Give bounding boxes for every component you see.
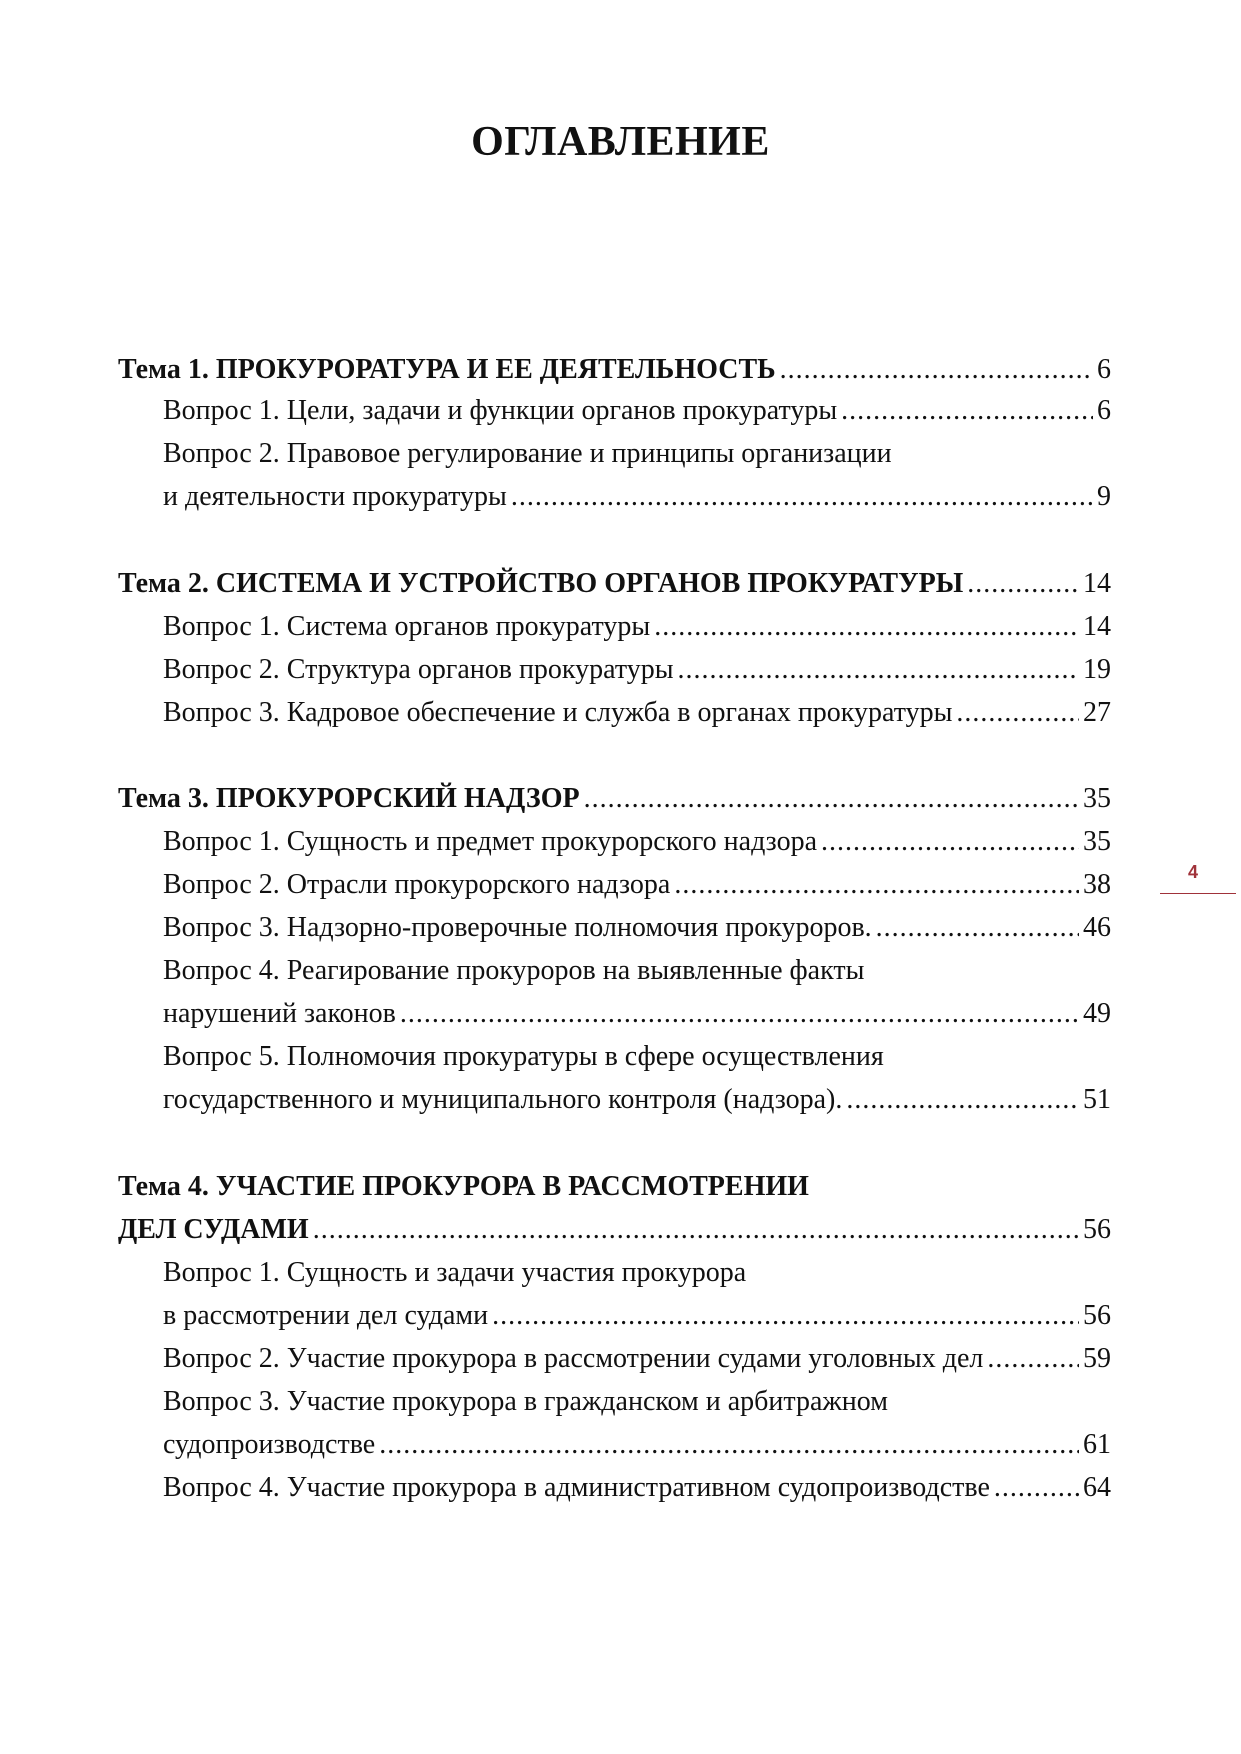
toc-entry-page: 59 <box>1083 1343 1111 1374</box>
dot-leader <box>780 352 1093 388</box>
toc-entry-text: Вопрос 1. Сущность и предмет прокурорского надзора <box>163 826 818 857</box>
toc-question-2-2[interactable] <box>163 652 1111 688</box>
toc-entry-text: Тема 3. ПРОКУРОРСКИЙ НАДЗОР <box>118 783 580 814</box>
toc-question-4-4[interactable] <box>163 1470 1111 1506</box>
toc-entry-text: Вопрос 2. Правовое регулирование и принципы организации <box>163 438 892 469</box>
toc-entry-page: 19 <box>1083 654 1111 685</box>
toc-question-3-5-cont[interactable] <box>163 1082 1111 1118</box>
toc-entry-text: Вопрос 1. Цели, задачи и функции органов прокуратуры <box>163 395 838 426</box>
page-title: ОГЛАВЛЕНИЕ <box>471 119 770 165</box>
toc-entry-page: 27 <box>1083 697 1111 728</box>
toc-entry-text: нарушений законов <box>163 998 396 1029</box>
toc-question-3-1[interactable] <box>163 824 1111 860</box>
toc-entry-page: 64 <box>1083 1472 1111 1503</box>
toc-question-3-2[interactable] <box>163 867 1111 903</box>
toc-question-3-3[interactable] <box>163 910 1111 946</box>
toc-question-3-4[interactable] <box>163 953 1111 989</box>
toc-topic-2[interactable] <box>118 566 1111 602</box>
toc-question-3-5[interactable] <box>163 1039 1111 1075</box>
toc-entry-text: ДЕЛ СУДАМИ <box>118 1214 309 1245</box>
toc-entry-text: государственного и муниципального контроля (надзора). <box>163 1084 843 1115</box>
toc-entry-page: 6 <box>1097 354 1111 385</box>
toc-entry-page: 51 <box>1083 1084 1111 1115</box>
toc-entry-text: Вопрос 5. Полномочия прокуратуры в сфере осуществления <box>163 1041 884 1072</box>
toc-entry-text: и деятельности прокуратуры <box>163 481 507 512</box>
dot-leader <box>584 781 1079 817</box>
dot-leader <box>511 479 1093 515</box>
toc-topic-3[interactable] <box>118 781 1111 817</box>
toc-question-4-2[interactable] <box>163 1341 1111 1377</box>
toc-entry-text: Вопрос 1. Сущность и задачи участия прокурора <box>163 1257 747 1288</box>
dot-leader <box>821 824 1079 860</box>
toc-entry-page: 35 <box>1083 826 1111 857</box>
toc-topic-4-cont[interactable] <box>118 1212 1111 1248</box>
toc-entry-page: 56 <box>1083 1300 1111 1331</box>
toc-entry-page: 38 <box>1083 869 1111 900</box>
toc-entry-text: Вопрос 1. Система органов прокуратуры <box>163 611 651 642</box>
toc-question-2-3[interactable] <box>163 695 1111 731</box>
toc-question-4-3[interactable] <box>163 1384 1111 1420</box>
dot-leader <box>876 910 1079 946</box>
toc-entry-text: Вопрос 3. Кадровое обеспечение и служба в органах прокуратуры <box>163 697 953 728</box>
toc-entry-text: Вопрос 4. Участие прокурора в административном судопроизводстве <box>163 1472 990 1503</box>
dot-leader <box>400 996 1079 1032</box>
toc-entry-page: 35 <box>1083 783 1111 814</box>
toc-question-4-1[interactable] <box>163 1255 1111 1291</box>
toc-entry-text: Вопрос 2. Участие прокурора в рассмотрении судами уголовных дел <box>163 1343 984 1374</box>
dot-leader <box>967 566 1079 602</box>
toc-topic-1[interactable] <box>118 352 1111 388</box>
toc-question-4-1-cont[interactable] <box>163 1298 1111 1334</box>
toc-entry-page: 14 <box>1083 568 1111 599</box>
toc-question-1-2[interactable] <box>163 436 1111 472</box>
toc-question-2-1[interactable] <box>163 609 1111 645</box>
toc-question-1-1[interactable] <box>163 393 1111 429</box>
dot-leader <box>987 1341 1079 1377</box>
toc-entry-page: 56 <box>1083 1214 1111 1245</box>
toc-entry-page: 46 <box>1083 912 1111 943</box>
toc-entry-text: Вопрос 2. Отрасли прокурорского надзора <box>163 869 671 900</box>
toc-entry-text: Тема 2. СИСТЕМА И УСТРОЙСТВО ОРГАНОВ ПРОКУРАТУРЫ <box>118 568 964 599</box>
dot-leader <box>678 652 1079 688</box>
toc-entry-page: 61 <box>1083 1429 1111 1460</box>
toc-entry-text: Тема 4. УЧАСТИЕ ПРОКУРОРА В РАССМОТРЕНИИ <box>118 1171 809 1202</box>
dot-leader <box>956 695 1079 731</box>
toc-entry-text: Тема 1. ПРОКУРОРАТУРА И ЕЕ ДЕЯТЕЛЬНОСТЬ <box>118 354 776 385</box>
dot-leader <box>846 1082 1079 1118</box>
dot-leader <box>379 1427 1079 1463</box>
dot-leader <box>492 1298 1079 1334</box>
toc-question-3-4-cont[interactable] <box>163 996 1111 1032</box>
toc-entry-text: в рассмотрении дел судами <box>163 1300 489 1331</box>
toc-entry-text: Вопрос 4. Реагирование прокуроров на выявленные факты <box>163 955 865 986</box>
page-number: 4 <box>1188 862 1199 882</box>
dot-leader <box>313 1212 1079 1248</box>
toc-question-4-3-cont[interactable] <box>163 1427 1111 1463</box>
toc-entry-text: Вопрос 2. Структура органов прокуратуры <box>163 654 674 685</box>
dot-leader <box>994 1470 1079 1506</box>
toc-question-1-2-cont[interactable] <box>163 479 1111 515</box>
dot-leader <box>674 867 1079 903</box>
dot-leader <box>841 393 1093 429</box>
toc-entry-page: 14 <box>1083 611 1111 642</box>
dot-leader <box>654 609 1079 645</box>
toc-entry-page: 49 <box>1083 998 1111 1029</box>
page-number-rule <box>1160 893 1236 894</box>
toc-entry-text: Вопрос 3. Участие прокурора в гражданском и арбитражном <box>163 1386 888 1417</box>
toc-entry-page: 9 <box>1097 481 1111 512</box>
toc-entry-page: 6 <box>1097 395 1111 426</box>
toc-entry-text: Вопрос 3. Надзорно-проверочные полномочия прокуроров. <box>163 912 872 943</box>
toc-entry-text: судопроизводстве <box>163 1429 376 1460</box>
toc-topic-4[interactable] <box>118 1169 1111 1205</box>
